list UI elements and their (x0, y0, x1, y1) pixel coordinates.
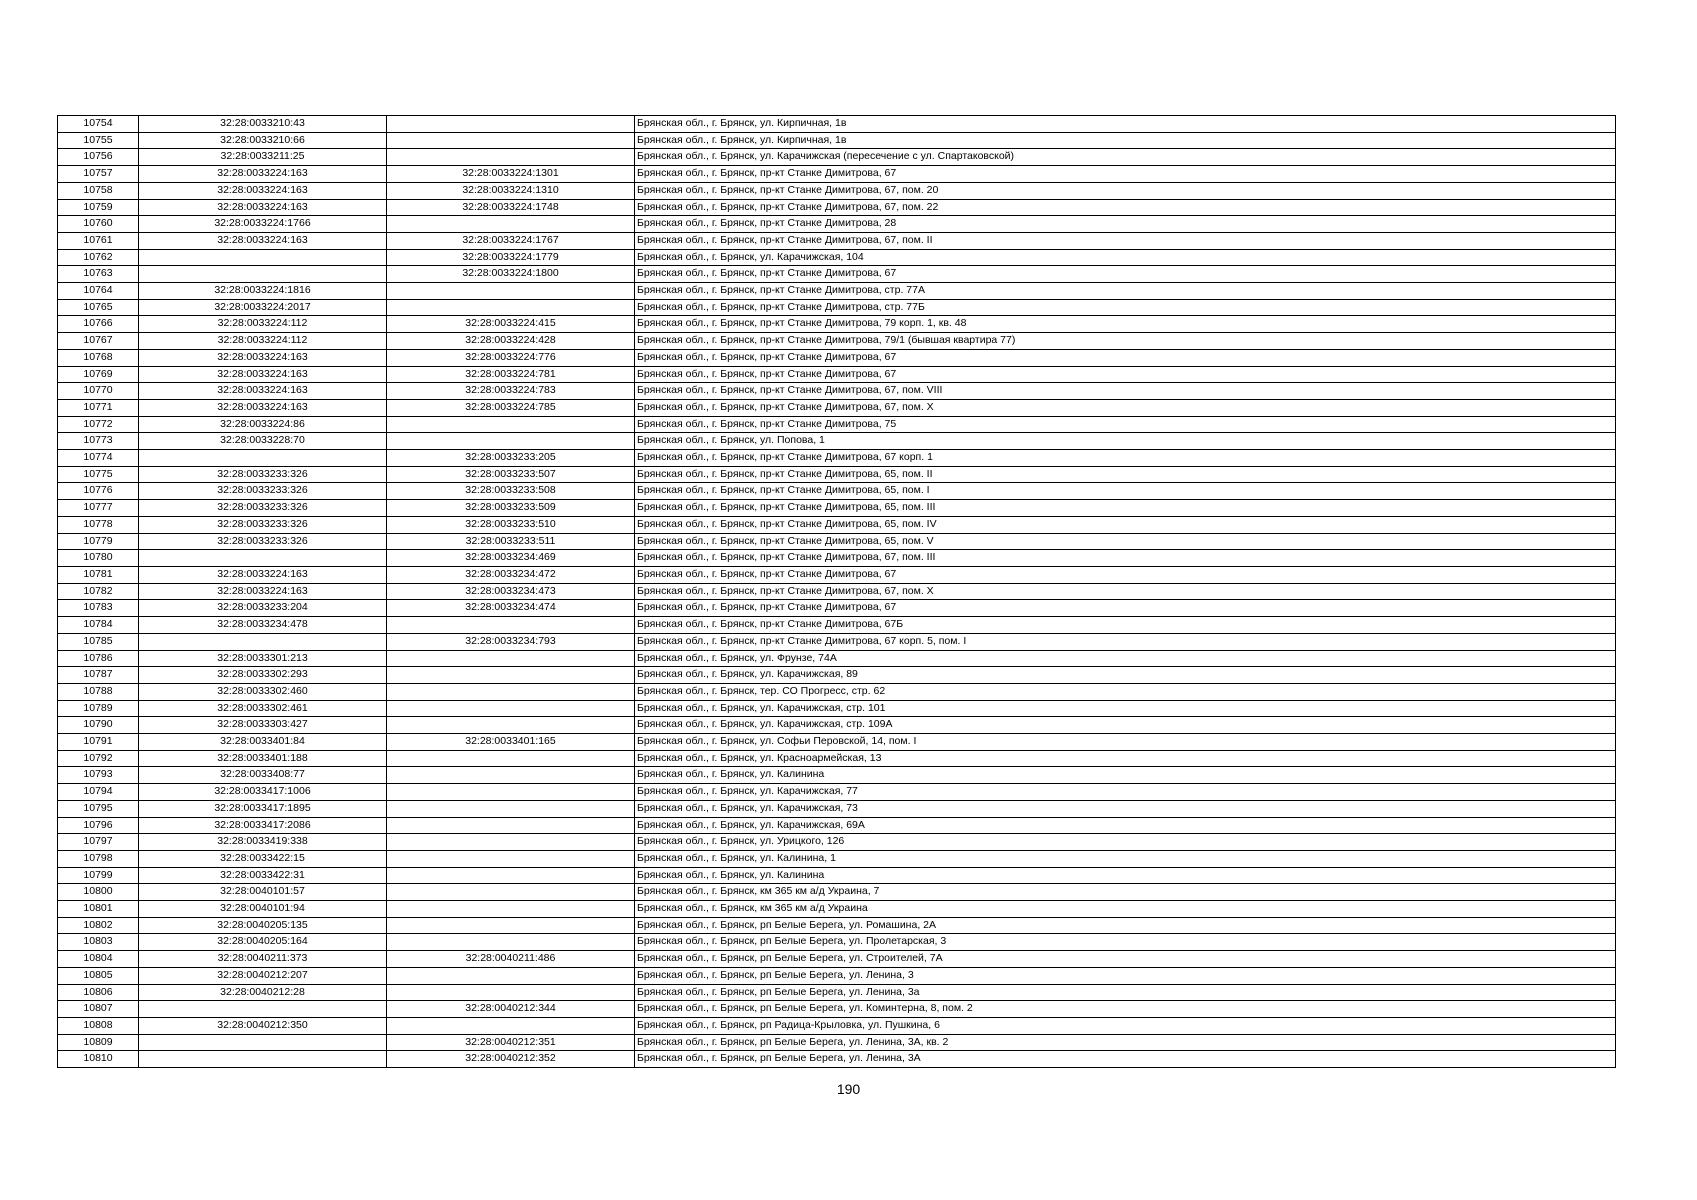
cadastral-number-cell: 32:28:0033228:70 (139, 433, 387, 450)
address-cell: Брянская обл., г. Брянск, км 365 км а/д Украина (635, 901, 1616, 918)
cadastral-number-cell: 32:28:0033224:112 (139, 333, 387, 350)
cadastral-number-cell: 32:28:0033224:112 (139, 316, 387, 333)
table-row (58, 383, 1616, 400)
object-number-cell (387, 299, 635, 316)
address-cell: Брянская обл., г. Брянск, рп Белые Берега, ул. Ленина, 3а (635, 984, 1616, 1001)
table-row (58, 116, 1616, 133)
table-row (58, 1001, 1616, 1018)
row-number-cell: 10800 (58, 884, 139, 901)
row-number-cell: 10788 (58, 683, 139, 700)
cadastral-number-cell: 32:28:0033301:213 (139, 650, 387, 667)
address-cell: Брянская обл., г. Брянск, рп Белые Берега, ул. Коминтерна, 8, пом. 2 (635, 1001, 1616, 1018)
address-cell: Брянская обл., г. Брянск, ул. Кирпичная, 1в (635, 132, 1616, 149)
row-number-cell: 10762 (58, 249, 139, 266)
cadastral-number-cell: 32:28:0033224:163 (139, 399, 387, 416)
object-number-cell: 32:28:0033233:510 (387, 516, 635, 533)
row-number-cell: 10785 (58, 633, 139, 650)
address-cell: Брянская обл., г. Брянск, пр-кт Станке Димитрова, 65, пом. II (635, 466, 1616, 483)
table-row (58, 700, 1616, 717)
address-cell: Брянская обл., г. Брянск, ул. Калинина (635, 867, 1616, 884)
cadastral-number-cell: 32:28:0033302:460 (139, 683, 387, 700)
address-cell: Брянская обл., г. Брянск, пр-кт Станке Димитрова, 67 (635, 166, 1616, 183)
table-row (58, 884, 1616, 901)
table-row (58, 683, 1616, 700)
cadastral-number-cell: 32:28:0033233:326 (139, 500, 387, 517)
row-number-cell: 10798 (58, 850, 139, 867)
address-cell: Брянская обл., г. Брянск, пр-кт Станке Димитрова, 67, пом. VIII (635, 383, 1616, 400)
object-number-cell: 32:28:0033234:793 (387, 633, 635, 650)
table-row (58, 734, 1616, 751)
object-number-cell: 32:28:0033224:1748 (387, 199, 635, 216)
cadastral-number-cell (139, 1001, 387, 1018)
address-cell: Брянская обл., г. Брянск, ул. Попова, 1 (635, 433, 1616, 450)
address-cell: Брянская обл., г. Брянск, пр-кт Станке Димитрова, 79/1 (бывшая квартира 77) (635, 333, 1616, 350)
address-cell: Брянская обл., г. Брянск, рп Белые Берега, ул. Ленина, 3 (635, 967, 1616, 984)
object-number-cell: 32:28:0040212:344 (387, 1001, 635, 1018)
object-number-cell: 32:28:0033234:469 (387, 550, 635, 567)
address-cell: Брянская обл., г. Брянск, пр-кт Станке Димитрова, 65, пом. IV (635, 516, 1616, 533)
address-cell: Брянская обл., г. Брянск, пр-кт Станке Димитрова, 67, пом. 22 (635, 199, 1616, 216)
table-row (58, 232, 1616, 249)
cadastral-number-cell: 32:28:0033233:204 (139, 600, 387, 617)
cadastral-number-cell: 32:28:0040211:373 (139, 951, 387, 968)
address-cell: Брянская обл., г. Брянск, ул. Карачижская, стр. 101 (635, 700, 1616, 717)
table-row (58, 283, 1616, 300)
table-row (58, 316, 1616, 333)
cadastral-number-cell: 32:28:0033302:461 (139, 700, 387, 717)
address-cell: Брянская обл., г. Брянск, пр-кт Станке Димитрова, 67 корп. 1 (635, 450, 1616, 467)
object-number-cell (387, 700, 635, 717)
cadastral-number-cell (139, 633, 387, 650)
address-cell: Брянская обл., г. Брянск, пр-кт Станке Димитрова, 67, пом. Х (635, 583, 1616, 600)
object-number-cell (387, 717, 635, 734)
row-number-cell: 10801 (58, 901, 139, 918)
row-number-cell: 10766 (58, 316, 139, 333)
table-row (58, 867, 1616, 884)
cadastral-number-cell: 32:28:0033224:1816 (139, 283, 387, 300)
address-cell: Брянская обл., г. Брянск, пр-кт Станке Димитрова, 67 корп. 5, пом. I (635, 633, 1616, 650)
object-number-cell (387, 667, 635, 684)
object-number-cell (387, 800, 635, 817)
row-number-cell: 10769 (58, 366, 139, 383)
address-cell: Брянская обл., г. Брянск, пр-кт Станке Димитрова, стр. 77Б (635, 299, 1616, 316)
table-row (58, 667, 1616, 684)
table-row (58, 600, 1616, 617)
row-number-cell: 10799 (58, 867, 139, 884)
row-number-cell: 10764 (58, 283, 139, 300)
cadastral-number-cell: 32:28:0033401:188 (139, 750, 387, 767)
table-row (58, 216, 1616, 233)
object-number-cell: 32:28:0033401:165 (387, 734, 635, 751)
object-number-cell: 32:28:0033233:511 (387, 533, 635, 550)
object-number-cell: 32:28:0040212:351 (387, 1034, 635, 1051)
object-number-cell: 32:28:0033234:474 (387, 600, 635, 617)
address-cell: Брянская обл., г. Брянск, ул. Карачижская, стр. 109А (635, 717, 1616, 734)
registry-table-body (58, 116, 1616, 1068)
object-number-cell: 32:28:0033224:415 (387, 316, 635, 333)
row-number-cell: 10803 (58, 934, 139, 951)
table-row (58, 583, 1616, 600)
row-number-cell: 10804 (58, 951, 139, 968)
table-row (58, 1017, 1616, 1034)
address-cell: Брянская обл., г. Брянск, рп Белые Берега, ул. Строителей, 7А (635, 951, 1616, 968)
cadastral-number-cell: 32:28:0040212:350 (139, 1017, 387, 1034)
cadastral-number-cell: 32:28:0033233:326 (139, 483, 387, 500)
cadastral-number-cell: 32:28:0033422:31 (139, 867, 387, 884)
object-number-cell (387, 884, 635, 901)
registry-table (57, 115, 1616, 1068)
page-number: 190 (836, 1081, 861, 1097)
row-number-cell: 10808 (58, 1017, 139, 1034)
address-cell: Брянская обл., г. Брянск, пр-кт Станке Димитрова, 67, пом. II (635, 232, 1616, 249)
row-number-cell: 10761 (58, 232, 139, 249)
table-row (58, 466, 1616, 483)
cadastral-number-cell: 32:28:0033401:84 (139, 734, 387, 751)
address-cell: Брянская обл., г. Брянск, ул. Софьи Перовской, 14, пом. I (635, 734, 1616, 751)
object-number-cell (387, 784, 635, 801)
row-number-cell: 10795 (58, 800, 139, 817)
row-number-cell: 10786 (58, 650, 139, 667)
row-number-cell: 10793 (58, 767, 139, 784)
row-number-cell: 10805 (58, 967, 139, 984)
cadastral-number-cell: 32:28:0033234:478 (139, 617, 387, 634)
address-cell: Брянская обл., г. Брянск, рп Белые Берега, ул. Ленина, 3А, кв. 2 (635, 1034, 1616, 1051)
row-number-cell: 10763 (58, 266, 139, 283)
cadastral-number-cell: 32:28:0033224:163 (139, 232, 387, 249)
cadastral-number-cell: 32:28:0033233:326 (139, 516, 387, 533)
object-number-cell: 32:28:0033224:1779 (387, 249, 635, 266)
object-number-cell (387, 149, 635, 166)
cadastral-number-cell: 32:28:0033417:2086 (139, 817, 387, 834)
table-row (58, 967, 1616, 984)
table-row (58, 817, 1616, 834)
cadastral-number-cell: 32:28:0033210:66 (139, 132, 387, 149)
row-number-cell: 10810 (58, 1051, 139, 1068)
cadastral-number-cell: 32:28:0033224:163 (139, 166, 387, 183)
cadastral-number-cell: 32:28:0033224:86 (139, 416, 387, 433)
table-row (58, 132, 1616, 149)
address-cell: Брянская обл., г. Брянск, тер. СО Прогресс, стр. 62 (635, 683, 1616, 700)
cadastral-number-cell: 32:28:0033233:326 (139, 466, 387, 483)
object-number-cell (387, 216, 635, 233)
row-number-cell: 10783 (58, 600, 139, 617)
address-cell: Брянская обл., г. Брянск, ул. Карачижская, 69А (635, 817, 1616, 834)
address-cell: Брянская обл., г. Брянск, ул. Красноармейская, 13 (635, 750, 1616, 767)
cadastral-number-cell: 32:28:0033422:15 (139, 850, 387, 867)
row-number-cell: 10765 (58, 299, 139, 316)
object-number-cell (387, 416, 635, 433)
table-row (58, 366, 1616, 383)
address-cell: Брянская обл., г. Брянск, км 365 км а/д Украина, 7 (635, 884, 1616, 901)
address-cell: Брянская обл., г. Брянск, рп Белые Берега, ул. Ленина, 3А (635, 1051, 1616, 1068)
table-row (58, 934, 1616, 951)
address-cell: Брянская обл., г. Брянск, пр-кт Станке Димитрова, 67 (635, 266, 1616, 283)
address-cell: Брянская обл., г. Брянск, ул. Карачижская, 73 (635, 800, 1616, 817)
address-cell: Брянская обл., г. Брянск, пр-кт Станке Димитрова, 79 корп. 1, кв. 48 (635, 316, 1616, 333)
address-cell: Брянская обл., г. Брянск, ул. Карачижская (пересечение с ул. Спартаковской) (635, 149, 1616, 166)
table-row (58, 333, 1616, 350)
address-cell: Брянская обл., г. Брянск, пр-кт Станке Димитрова, 67 (635, 566, 1616, 583)
cadastral-number-cell (139, 1051, 387, 1068)
cadastral-number-cell (139, 550, 387, 567)
address-cell: Брянская обл., г. Брянск, пр-кт Станке Димитрова, 65, пом. III (635, 500, 1616, 517)
table-row (58, 800, 1616, 817)
address-cell: Брянская обл., г. Брянск, рп Радица-Крыловка, ул. Пушкина, 6 (635, 1017, 1616, 1034)
table-row (58, 550, 1616, 567)
object-number-cell (387, 867, 635, 884)
table-row (58, 834, 1616, 851)
table-row (58, 266, 1616, 283)
cadastral-number-cell: 32:28:0033408:77 (139, 767, 387, 784)
address-cell: Брянская обл., г. Брянск, пр-кт Станке Димитрова, 65, пом. I (635, 483, 1616, 500)
address-cell: Брянская обл., г. Брянск, пр-кт Станке Димитрова, 67, пом. 20 (635, 182, 1616, 199)
cadastral-number-cell: 32:28:0033417:1006 (139, 784, 387, 801)
cadastral-number-cell: 32:28:0040205:135 (139, 917, 387, 934)
row-number-cell: 10754 (58, 116, 139, 133)
object-number-cell (387, 934, 635, 951)
table-row (58, 249, 1616, 266)
row-number-cell: 10797 (58, 834, 139, 851)
table-row (58, 199, 1616, 216)
table-row (58, 299, 1616, 316)
table-row (58, 617, 1616, 634)
object-number-cell: 32:28:0040212:352 (387, 1051, 635, 1068)
table-row (58, 500, 1616, 517)
address-cell: Брянская обл., г. Брянск, пр-кт Станке Димитрова, 67 (635, 366, 1616, 383)
row-number-cell: 10796 (58, 817, 139, 834)
address-cell: Брянская обл., г. Брянск, ул. Фрунзе, 74А (635, 650, 1616, 667)
object-number-cell: 32:28:0033234:473 (387, 583, 635, 600)
cadastral-number-cell: 32:28:0040212:207 (139, 967, 387, 984)
table-row (58, 533, 1616, 550)
object-number-cell (387, 283, 635, 300)
row-number-cell: 10760 (58, 216, 139, 233)
table-row (58, 750, 1616, 767)
table-row (58, 166, 1616, 183)
cadastral-number-cell: 32:28:0033224:163 (139, 383, 387, 400)
row-number-cell: 10789 (58, 700, 139, 717)
address-cell: Брянская обл., г. Брянск, ул. Калинина, 1 (635, 850, 1616, 867)
row-number-cell: 10757 (58, 166, 139, 183)
object-number-cell: 32:28:0033224:1800 (387, 266, 635, 283)
row-number-cell: 10806 (58, 984, 139, 1001)
cadastral-number-cell: 32:28:0033224:163 (139, 583, 387, 600)
row-number-cell: 10776 (58, 483, 139, 500)
address-cell: Брянская обл., г. Брянск, ул. Кирпичная, 1в (635, 116, 1616, 133)
object-number-cell: 32:28:0033233:205 (387, 450, 635, 467)
address-cell: Брянская обл., г. Брянск, пр-кт Станке Димитрова, 67, пом. III (635, 550, 1616, 567)
row-number-cell: 10784 (58, 617, 139, 634)
table-row (58, 767, 1616, 784)
table-row (58, 850, 1616, 867)
address-cell: Брянская обл., г. Брянск, ул. Карачижская, 77 (635, 784, 1616, 801)
address-cell: Брянская обл., г. Брянск, пр-кт Станке Димитрова, 67 (635, 349, 1616, 366)
table-row (58, 1051, 1616, 1068)
object-number-cell (387, 132, 635, 149)
cadastral-number-cell: 32:28:0033302:293 (139, 667, 387, 684)
cadastral-number-cell (139, 249, 387, 266)
row-number-cell: 10794 (58, 784, 139, 801)
cadastral-number-cell: 32:28:0033224:2017 (139, 299, 387, 316)
row-number-cell: 10768 (58, 349, 139, 366)
row-number-cell: 10767 (58, 333, 139, 350)
table-row (58, 901, 1616, 918)
object-number-cell: 32:28:0033233:508 (387, 483, 635, 500)
table-row (58, 516, 1616, 533)
object-number-cell: 32:28:0033233:507 (387, 466, 635, 483)
table-row (58, 149, 1616, 166)
row-number-cell: 10779 (58, 533, 139, 550)
object-number-cell: 32:28:0033224:785 (387, 399, 635, 416)
object-number-cell (387, 817, 635, 834)
row-number-cell: 10781 (58, 566, 139, 583)
address-cell: Брянская обл., г. Брянск, рп Белые Берега, ул. Пролетарская, 3 (635, 934, 1616, 951)
table-row (58, 917, 1616, 934)
address-cell: Брянская обл., г. Брянск, рп Белые Берега, ул. Ромашина, 2А (635, 917, 1616, 934)
cadastral-number-cell: 32:28:0033224:163 (139, 182, 387, 199)
cadastral-number-cell: 32:28:0033224:163 (139, 349, 387, 366)
object-number-cell (387, 116, 635, 133)
object-number-cell (387, 850, 635, 867)
table-row (58, 416, 1616, 433)
address-cell: Брянская обл., г. Брянск, ул. Калинина (635, 767, 1616, 784)
object-number-cell (387, 750, 635, 767)
cadastral-number-cell: 32:28:0033419:338 (139, 834, 387, 851)
row-number-cell: 10792 (58, 750, 139, 767)
row-number-cell: 10787 (58, 667, 139, 684)
cadastral-number-cell (139, 1034, 387, 1051)
address-cell: Брянская обл., г. Брянск, пр-кт Станке Димитрова, 67, пом. Х (635, 399, 1616, 416)
object-number-cell: 32:28:0040211:486 (387, 951, 635, 968)
object-number-cell (387, 917, 635, 934)
cadastral-number-cell: 32:28:0033303:427 (139, 717, 387, 734)
row-number-cell: 10771 (58, 399, 139, 416)
object-number-cell (387, 650, 635, 667)
address-cell: Брянская обл., г. Брянск, пр-кт Станке Димитрова, 67 (635, 600, 1616, 617)
row-number-cell: 10791 (58, 734, 139, 751)
address-cell: Брянская обл., г. Брянск, ул. Урицкого, 126 (635, 834, 1616, 851)
row-number-cell: 10775 (58, 466, 139, 483)
table-row (58, 784, 1616, 801)
cadastral-number-cell: 32:28:0040205:164 (139, 934, 387, 951)
row-number-cell: 10807 (58, 1001, 139, 1018)
cadastral-number-cell: 32:28:0033417:1895 (139, 800, 387, 817)
cadastral-number-cell: 32:28:0033210:43 (139, 116, 387, 133)
address-cell: Брянская обл., г. Брянск, пр-кт Станке Димитрова, 28 (635, 216, 1616, 233)
object-number-cell: 32:28:0033224:783 (387, 383, 635, 400)
cadastral-number-cell: 32:28:0033224:163 (139, 199, 387, 216)
object-number-cell: 32:28:0033224:776 (387, 349, 635, 366)
object-number-cell (387, 967, 635, 984)
table-row (58, 1034, 1616, 1051)
address-cell: Брянская обл., г. Брянск, ул. Карачижская, 89 (635, 667, 1616, 684)
row-number-cell: 10773 (58, 433, 139, 450)
cadastral-number-cell: 32:28:0033224:1766 (139, 216, 387, 233)
table-row (58, 349, 1616, 366)
cadastral-number-cell: 32:28:0033233:326 (139, 533, 387, 550)
row-number-cell: 10774 (58, 450, 139, 467)
object-number-cell (387, 683, 635, 700)
object-number-cell (387, 834, 635, 851)
cadastral-number-cell: 32:28:0033224:163 (139, 566, 387, 583)
row-number-cell: 10790 (58, 717, 139, 734)
table-row (58, 951, 1616, 968)
table-row (58, 984, 1616, 1001)
object-number-cell: 32:28:0033234:472 (387, 566, 635, 583)
object-number-cell: 32:28:0033233:509 (387, 500, 635, 517)
object-number-cell (387, 617, 635, 634)
object-number-cell (387, 1017, 635, 1034)
table-row (58, 566, 1616, 583)
object-number-cell (387, 984, 635, 1001)
row-number-cell: 10755 (58, 132, 139, 149)
object-number-cell: 32:28:0033224:1310 (387, 182, 635, 199)
object-number-cell: 32:28:0033224:1301 (387, 166, 635, 183)
row-number-cell: 10759 (58, 199, 139, 216)
address-cell: Брянская обл., г. Брянск, пр-кт Станке Димитрова, стр. 77А (635, 283, 1616, 300)
table-row (58, 399, 1616, 416)
table-row (58, 483, 1616, 500)
row-number-cell: 10770 (58, 383, 139, 400)
row-number-cell: 10780 (58, 550, 139, 567)
table-row (58, 717, 1616, 734)
object-number-cell: 32:28:0033224:428 (387, 333, 635, 350)
object-number-cell: 32:28:0033224:1767 (387, 232, 635, 249)
address-cell: Брянская обл., г. Брянск, пр-кт Станке Димитрова, 75 (635, 416, 1616, 433)
row-number-cell: 10772 (58, 416, 139, 433)
cadastral-number-cell: 32:28:0040212:28 (139, 984, 387, 1001)
object-number-cell (387, 901, 635, 918)
cadastral-number-cell: 32:28:0033211:25 (139, 149, 387, 166)
object-number-cell (387, 767, 635, 784)
table-row (58, 182, 1616, 199)
table-row (58, 650, 1616, 667)
table-row (58, 450, 1616, 467)
row-number-cell: 10756 (58, 149, 139, 166)
table-row (58, 433, 1616, 450)
address-cell: Брянская обл., г. Брянск, пр-кт Станке Димитрова, 65, пом. V (635, 533, 1616, 550)
address-cell: Брянская обл., г. Брянск, пр-кт Станке Димитрова, 67Б (635, 617, 1616, 634)
row-number-cell: 10777 (58, 500, 139, 517)
table-row (58, 633, 1616, 650)
row-number-cell: 10778 (58, 516, 139, 533)
row-number-cell: 10802 (58, 917, 139, 934)
cadastral-number-cell: 32:28:0040101:57 (139, 884, 387, 901)
cadastral-number-cell (139, 266, 387, 283)
object-number-cell: 32:28:0033224:781 (387, 366, 635, 383)
row-number-cell: 10782 (58, 583, 139, 600)
object-number-cell (387, 433, 635, 450)
cadastral-number-cell (139, 450, 387, 467)
address-cell: Брянская обл., г. Брянск, ул. Карачижская, 104 (635, 249, 1616, 266)
cadastral-number-cell: 32:28:0033224:163 (139, 366, 387, 383)
row-number-cell: 10809 (58, 1034, 139, 1051)
cadastral-number-cell: 32:28:0040101:94 (139, 901, 387, 918)
row-number-cell: 10758 (58, 182, 139, 199)
